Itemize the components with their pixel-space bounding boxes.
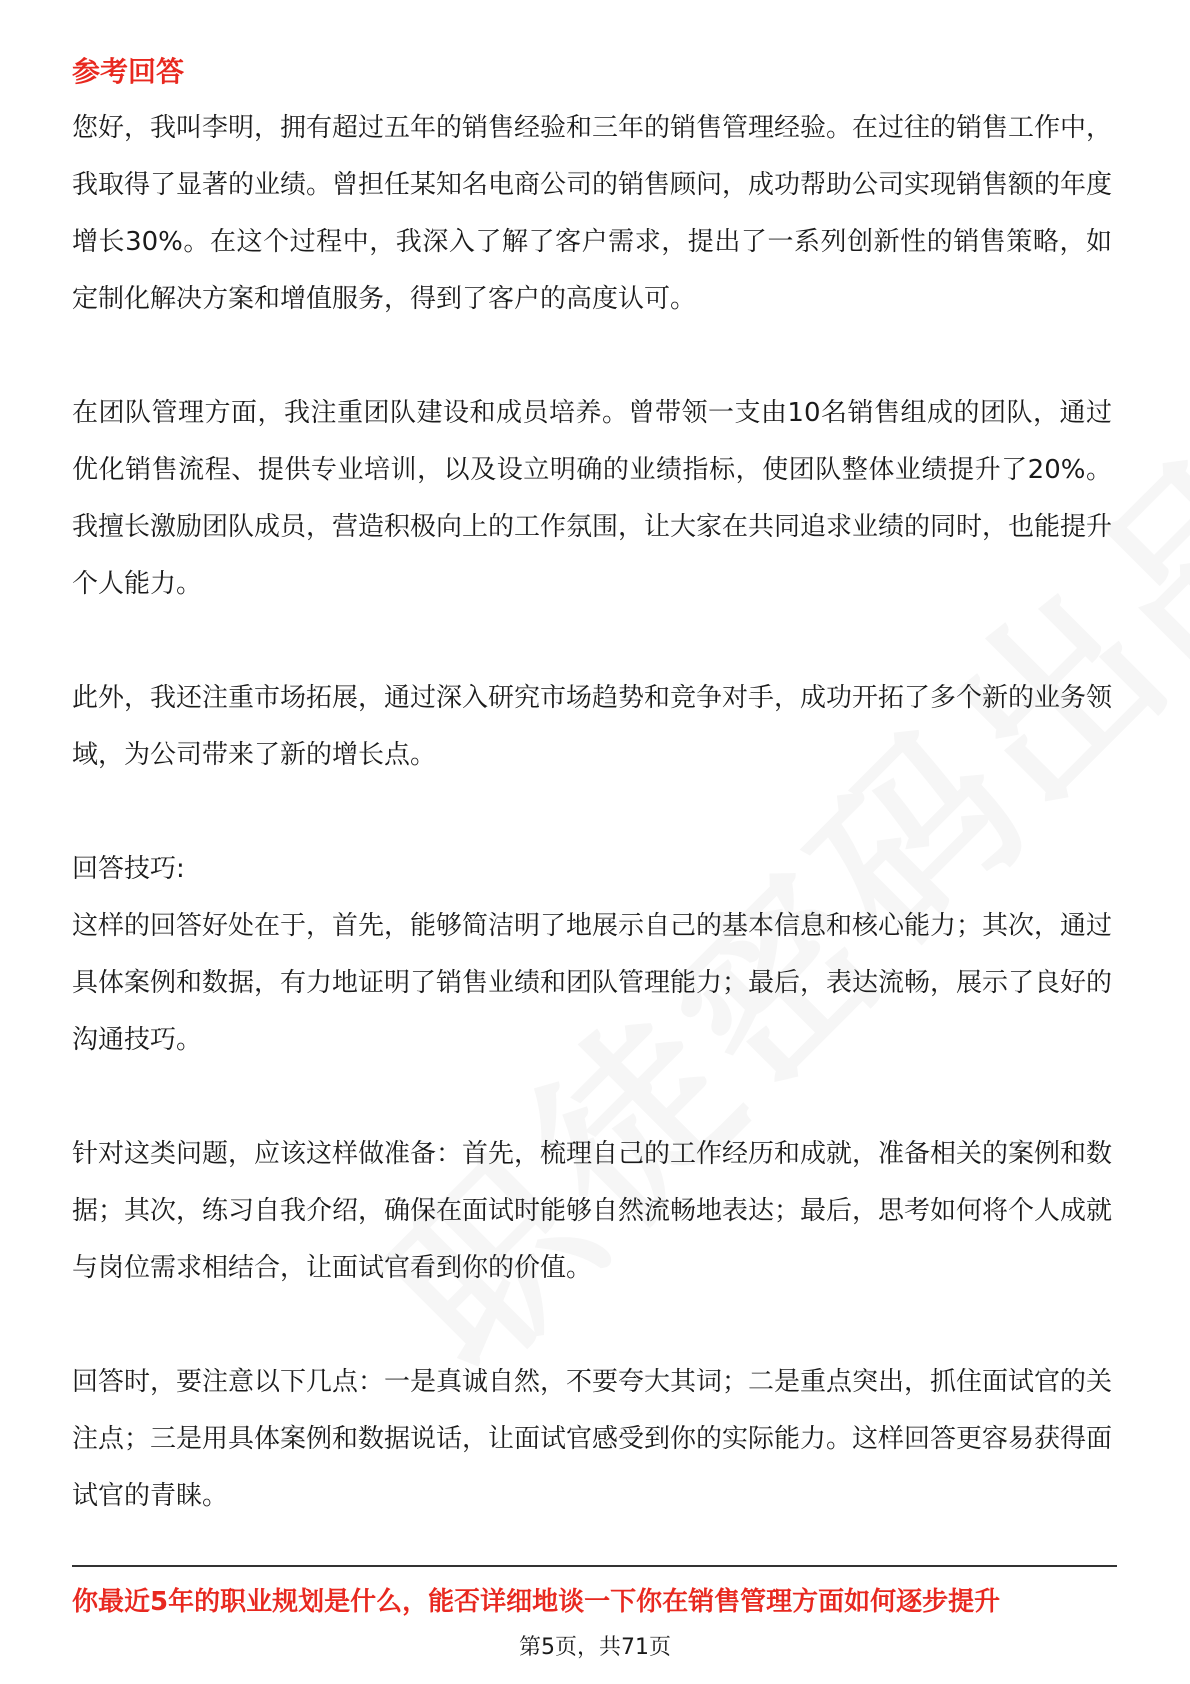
answer-paragraph-1: 您好，我叫李明，拥有超过五年的销售经验和三年的销售管理经验。在过往的销售工作中，我取得了显著的业绩。曾担任某知名电商公司的销售顾问，成功帮助公司实现销售额的年度增长30%。在这个过程中，我深入了解了客户需求，提出了一系列创新性的销售策略，如定制化解决方案和增值服务，得到了客户的高度认可。 bbox=[72, 113, 1113, 314]
reference-answer-heading: 参考回答 bbox=[72, 55, 185, 88]
tips-label: 回答技巧: bbox=[72, 854, 185, 884]
tips-paragraph-2: 针对这类问题，应该这样做准备：首先，梳理自己的工作经历和成就，准备相关的案例和数据；其次，练习自我介绍，确保在面试时能够自然流畅地表达；最后，思考如何将个人成就与岗位需求相结合，让面试官看到你的价值。 bbox=[72, 1139, 1113, 1283]
document-body bbox=[72, 44, 1112, 1525]
next-question-title: 你最近5年的职业规划是什么，能否详细地谈一下你在销售管理方面如何逐步提升 bbox=[72, 1587, 1001, 1617]
page-number-footer: 第5页，共71页 bbox=[519, 1635, 671, 1660]
paragraph-gap bbox=[72, 1069, 1112, 1126]
section-divider bbox=[72, 1565, 1117, 1567]
answer-paragraph-2: 在团队管理方面，我注重团队建设和成员培养。曾带领一支由10名销售组成的团队，通过优化销售流程、提供专业培训，以及设立明确的业绩指标，使团队整体业绩提升了20%。我擅长激励团队成员，营造积极向上的工作氛围，让大家在共同追求业绩的同时，也能提升个人能力。 bbox=[72, 398, 1113, 599]
answer-paragraph-3: 此外，我还注重市场拓展，通过深入研究市场趋势和竞争对手，成功开拓了多个新的业务领域，为公司带来了新的增长点。 bbox=[72, 683, 1113, 770]
paragraph-gap bbox=[72, 1297, 1112, 1354]
tips-paragraph-3: 回答时，要注意以下几点：一是真诚自然，不要夸大其词；二是重点突出，抓住面试官的关注点；三是用具体案例和数据说话，让面试官感受到你的实际能力。这样回答更容易获得面试官的青睐。 bbox=[72, 1367, 1113, 1511]
tips-paragraph-1: 这样的回答好处在于，首先，能够简洁明了地展示自己的基本信息和核心能力；其次，通过具体案例和数据，有力地证明了销售业绩和团队管理能力；最后，表达流畅，展示了良好的沟通技巧。 bbox=[72, 911, 1113, 1055]
paragraph-gap bbox=[72, 613, 1112, 670]
paragraph-gap bbox=[72, 784, 1112, 841]
paragraph-gap bbox=[72, 328, 1112, 385]
